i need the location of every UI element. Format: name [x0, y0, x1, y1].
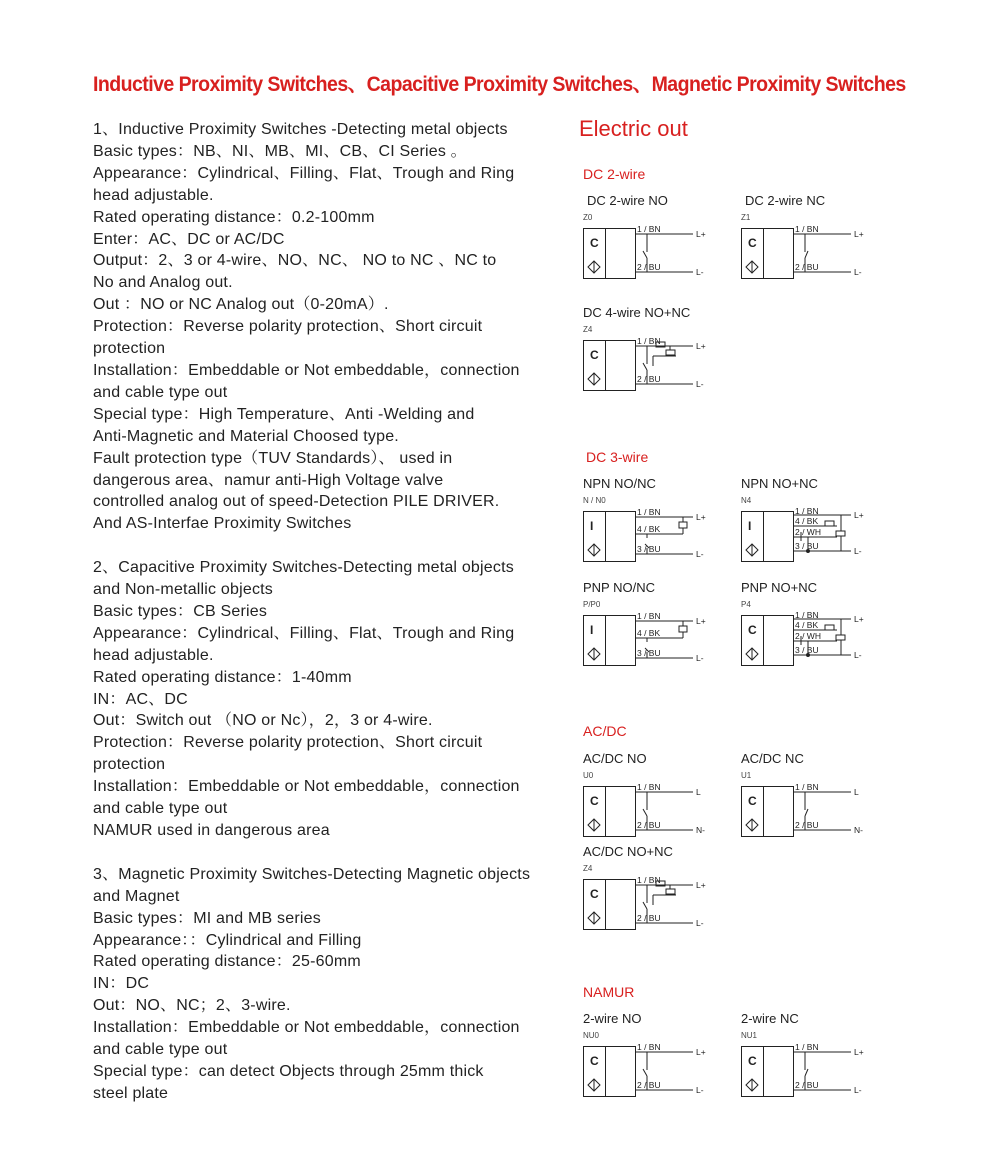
- section-heading-dc2: DC 2-wire: [583, 166, 646, 182]
- diagram-code: NU1: [741, 1031, 758, 1040]
- wire-label-2: 4 / BK: [795, 620, 819, 630]
- text-line: head adjustable.: [93, 186, 214, 204]
- text-line: Out ：NO or NC Analog out（0-20mA）.: [93, 296, 389, 314]
- terminal-label-2: L-: [854, 267, 862, 277]
- wire-label-4: 3 / BU: [795, 541, 819, 551]
- diagram-code: U0: [583, 771, 594, 780]
- text-line: and Magnet: [93, 887, 180, 905]
- terminal-label-1: L: [696, 787, 701, 797]
- sensor-type-label: C: [590, 1054, 599, 1068]
- sensor-type-label: I: [590, 519, 594, 533]
- terminal-label-2: L-: [696, 653, 704, 663]
- diagram-title: NPN NO+NC: [741, 476, 818, 491]
- wire-label-2: 2 / BU: [637, 820, 661, 830]
- wire-label-1: 1 / BN: [795, 224, 819, 234]
- text-line: Out：Switch out （NO or Nc），2，3 or 4-wire.: [93, 712, 433, 730]
- circuit-schematic: [741, 507, 871, 567]
- wire-label-2: 2 / BU: [637, 374, 661, 384]
- text-line: Output：2、3 or 4-wire、NO、NC、 NO to NC 、NC to: [93, 252, 497, 270]
- wire-label-2: 4 / BK: [637, 524, 661, 534]
- sensor-type-label: C: [590, 236, 599, 250]
- terminal-label-2: L-: [696, 918, 704, 928]
- section-magnetic: [93, 864, 573, 1105]
- circuit-schematic: [583, 224, 713, 284]
- text-line: controlled analog out of speed-Detection PILE DRIVER.: [93, 493, 500, 511]
- text-line: And AS-Interfae Proximity Switches: [93, 515, 352, 533]
- wire-label-3: 3 / BU: [637, 648, 661, 658]
- terminal-label-2: L-: [696, 1085, 704, 1095]
- sensor-body: [606, 512, 636, 562]
- wire-label-1: 1 / BN: [637, 224, 661, 234]
- wire-label-1: 1 / BN: [637, 336, 661, 346]
- diagram-title: 2-wire NO: [583, 1011, 642, 1026]
- sensor-body: [764, 787, 794, 837]
- text-line: 2、Capacitive Proximity Switches-Detecting metal objects: [93, 559, 514, 577]
- diagram-code: Z0: [583, 213, 593, 222]
- text-line: Appearance：Cylindrical、Filling、Flat、Trough and Ring: [93, 164, 515, 182]
- wire-label-1: 1 / BN: [637, 1042, 661, 1052]
- wire-label-1: 1 / BN: [637, 782, 661, 792]
- wire-label-3: 3 / BU: [637, 544, 661, 554]
- text-line: 1、Inductive Proximity Switches -Detecting metal objects: [93, 121, 508, 138]
- terminal-label-2: L-: [854, 650, 862, 660]
- text-line: Appearance：：Cylindrical and Filling: [93, 931, 362, 949]
- section-heading-dc3: DC 3-wire: [586, 449, 649, 465]
- circuit-schematic: [741, 224, 871, 284]
- text-line: Basic types：NB、NI、MB、MI、CB、CI Series 。: [93, 142, 467, 160]
- sensor-type-label: I: [590, 623, 594, 637]
- terminal-label-2: L-: [696, 379, 704, 389]
- section-heading-namur: NAMUR: [583, 984, 635, 1000]
- diagram-title: DC 2-wire NC: [745, 193, 826, 208]
- terminal-label-2: N-: [696, 825, 705, 835]
- sensor-body: [764, 1047, 794, 1097]
- terminal-label-1: L+: [696, 880, 706, 890]
- circuit-schematic: [583, 507, 713, 567]
- text-line: protection: [93, 756, 166, 774]
- text-line: Anti-Magnetic and Material Choosed type.: [93, 427, 399, 445]
- sensor-body: [606, 1047, 636, 1097]
- diagram-code: U1: [741, 771, 752, 780]
- terminal-label-1: L+: [854, 1047, 864, 1057]
- circuit-schematic: [741, 1042, 871, 1102]
- wire-label-1: 1 / BN: [795, 1042, 819, 1052]
- text-line: Rated operating distance：1-40mm: [93, 668, 352, 686]
- diagram-code: Z1: [741, 213, 751, 222]
- wire-label-3: 2 / WH: [795, 631, 821, 641]
- diagram-title: DC 4-wire NO+NC: [583, 305, 691, 320]
- diagram-title: DC 2-wire NO: [587, 193, 668, 208]
- terminal-label-2: L-: [854, 546, 862, 556]
- text-line: Special type：High Temperature、Anti -Welding and: [93, 405, 475, 423]
- terminal-label-1: L+: [854, 614, 864, 624]
- terminal-label-1: L+: [696, 1047, 706, 1057]
- diagram-title: AC/DC NO+NC: [583, 844, 673, 859]
- terminal-label-1: L: [854, 787, 859, 797]
- sensor-body: [764, 512, 794, 562]
- terminal-label-1: L+: [854, 510, 864, 520]
- section-heading-acdc: AC/DC: [583, 723, 627, 739]
- diagram-code: N / N0: [583, 496, 606, 505]
- text-line: IN：DC: [93, 975, 150, 993]
- diagram-code: P4: [741, 600, 751, 609]
- sensor-type-label: C: [748, 623, 757, 637]
- circuit-schematic: [741, 611, 871, 671]
- description-column: [93, 119, 573, 1105]
- diagram-code: Z4: [583, 325, 593, 334]
- text-line: steel plate: [93, 1084, 169, 1102]
- text-line: dangerous area、namur anti-High Voltage valve: [93, 471, 444, 489]
- wire-label-2: 2 / BU: [637, 1080, 661, 1090]
- wire-label-2: 2 / BU: [795, 820, 819, 830]
- text-line: Out：NO、NC；2、3-wire.: [93, 997, 291, 1015]
- terminal-label-2: L-: [854, 1085, 862, 1095]
- text-line: Rated operating distance：25-60mm: [93, 953, 361, 971]
- terminal-label-2: L-: [696, 549, 704, 559]
- text-line: head adjustable.: [93, 646, 214, 664]
- wire-label-2: 2 / BU: [637, 913, 661, 923]
- wire-label-2: 2 / BU: [795, 262, 819, 272]
- sensor-type-label: C: [748, 1054, 757, 1068]
- sensor-body: [764, 229, 794, 279]
- section-capacitive: [93, 557, 573, 842]
- diagram-code: Z4: [583, 864, 593, 873]
- text-line: Basic types：CB Series: [93, 602, 268, 620]
- diagram-title: PNP NO+NC: [741, 580, 817, 595]
- text-line: 3、Magnetic Proximity Switches-Detecting Magnetic objects: [93, 865, 531, 883]
- wire-label-1: 1 / BN: [795, 610, 819, 620]
- sensor-type-label: C: [590, 348, 599, 362]
- text-line: NAMUR used in dangerous area: [93, 821, 330, 839]
- text-line: Special type：can detect Objects through 25mm thick: [93, 1062, 484, 1080]
- text-line: protection: [93, 340, 166, 358]
- sensor-type-label: C: [590, 887, 599, 901]
- text-line: Basic types：MI and MB series: [93, 909, 321, 927]
- text-line: and cable type out: [93, 383, 228, 401]
- page-title: Inductive Proximity Switches、Capacitive Proximity Switches、Magnetic Proximity Switches: [93, 73, 906, 96]
- circuit-schematic: [583, 1042, 713, 1102]
- sensor-type-label: I: [748, 519, 752, 533]
- circuit-schematic: [583, 336, 713, 396]
- circuit-schematic: [583, 875, 713, 935]
- text-line: Installation：Embeddable or Not embeddable，connection: [93, 778, 520, 796]
- sensor-type-label: C: [590, 794, 599, 808]
- sensor-body: [606, 229, 636, 279]
- terminal-label-2: N-: [854, 825, 863, 835]
- text-line: Rated operating distance：0.2-100mm: [93, 208, 375, 226]
- text-line: Installation：Embeddable or Not embeddable，connection: [93, 361, 520, 379]
- sensor-body: [606, 880, 636, 930]
- diagram-title: NPN NO/NC: [583, 476, 656, 491]
- text-line: and Non-metallic objects: [93, 581, 273, 599]
- diagram-title: 2-wire NC: [741, 1011, 799, 1026]
- sensor-body: [606, 616, 636, 666]
- wire-label-4: 3 / BU: [795, 645, 819, 655]
- terminal-label-1: L+: [854, 229, 864, 239]
- sensor-body: [764, 616, 794, 666]
- sensor-body: [606, 341, 636, 391]
- wire-label-1: 1 / BN: [795, 506, 819, 516]
- text-line: Appearance：Cylindrical、Filling、Flat、Trough and Ring: [93, 624, 515, 642]
- text-line: No and Analog out.: [93, 274, 233, 292]
- wire-label-3: 2 / WH: [795, 527, 821, 537]
- text-line: Protection：Reverse polarity protection、Short circuit: [93, 318, 483, 336]
- terminal-label-1: L+: [696, 341, 706, 351]
- wire-label-1: 1 / BN: [637, 507, 661, 517]
- sensor-type-label: C: [748, 236, 757, 250]
- diagram-title: AC/DC NO: [583, 751, 647, 766]
- text-line: Fault protection type（TUV Standards）、 used in: [93, 449, 453, 467]
- circuit-schematic: [583, 611, 713, 671]
- text-line: IN：AC、DC: [93, 690, 188, 708]
- sensor-body: [606, 787, 636, 837]
- circuit-schematic: [583, 782, 713, 842]
- wire-label-1: 1 / BN: [637, 611, 661, 621]
- wire-label-2: 4 / BK: [637, 628, 661, 638]
- wire-label-2: 4 / BK: [795, 516, 819, 526]
- diagram-title: PNP NO/NC: [583, 580, 655, 595]
- terminal-label-2: L-: [696, 267, 704, 277]
- sensor-type-label: C: [748, 794, 757, 808]
- diagram-code: NU0: [583, 1031, 600, 1040]
- terminal-label-1: L+: [696, 616, 706, 626]
- terminal-label-1: L+: [696, 229, 706, 239]
- diagram-code: P/P0: [583, 600, 601, 609]
- electric-out-title: Electric out: [579, 116, 688, 141]
- wire-label-2: 2 / BU: [795, 1080, 819, 1090]
- diagram-code: N4: [741, 496, 752, 505]
- text-line: and cable type out: [93, 1041, 228, 1059]
- text-line: and cable type out: [93, 800, 228, 818]
- wire-label-2: 2 / BU: [637, 262, 661, 272]
- wire-label-1: 1 / BN: [795, 782, 819, 792]
- diagram-title: AC/DC NC: [741, 751, 804, 766]
- section-inductive: [93, 119, 573, 535]
- text-line: Protection：Reverse polarity protection、Short circuit: [93, 734, 483, 752]
- text-line: Installation：Embeddable or Not embeddable，connection: [93, 1019, 520, 1037]
- terminal-label-1: L+: [696, 512, 706, 522]
- circuit-schematic: [741, 782, 871, 842]
- text-line: Enter：AC、DC or AC/DC: [93, 230, 285, 248]
- wire-label-1: 1 / BN: [637, 875, 661, 885]
